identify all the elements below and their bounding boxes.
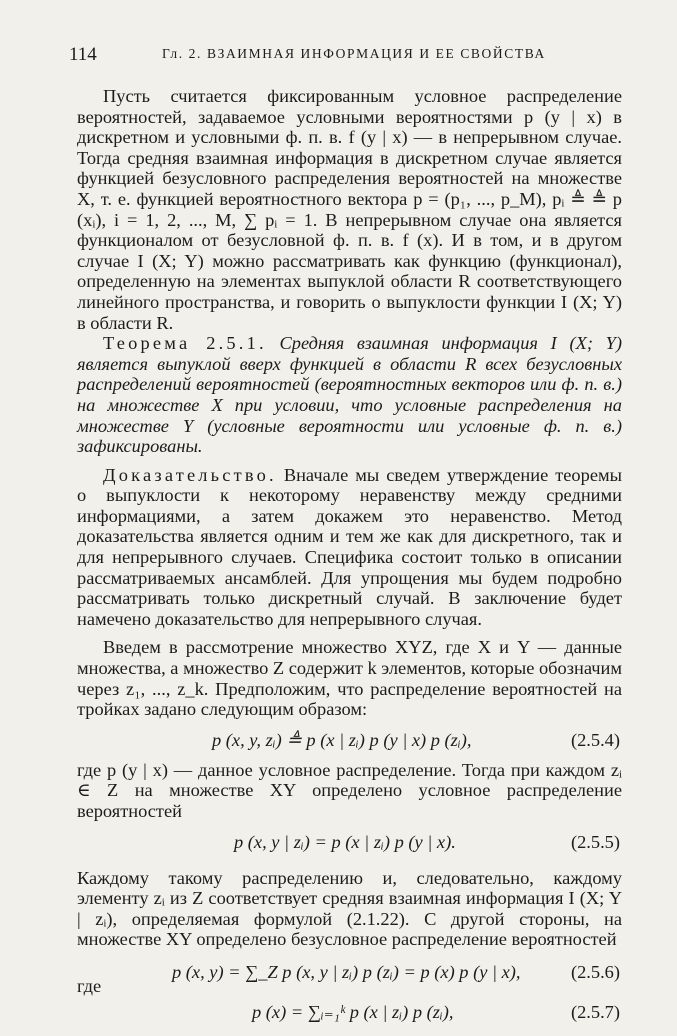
page-body [77, 86, 622, 1036]
equation-2-5-4 [77, 726, 622, 756]
paragraph-mutual-info: Каждому такому распределению и, следовательно, каждому элементу zᵢ из Z соответствует средняя взаимная информация I (X; Y | zᵢ), определяемая формулой (2.1.22). С другой стороны, на множестве XY определено безусловное распределение вероятностей [77, 867, 622, 950]
theorem-2-5-1 [77, 333, 622, 457]
equation-formula: p (x) = ∑ᵢ₌₁ᵏ p (x | zᵢ) p (zᵢ), [252, 1001, 454, 1022]
proof-label: Доказательство. [103, 464, 277, 485]
equation-number: (2.5.7) [570, 1001, 620, 1022]
proof-paragraph [77, 465, 622, 630]
equation-2-5-6 [77, 958, 622, 992]
equation-number: (2.5.6) [570, 961, 620, 982]
equation-formula: p (x, y) = ∑_Z p (x, y | zᵢ) p (zᵢ) = p (x) p (y | x), [172, 961, 521, 982]
where-label: где [77, 975, 102, 996]
running-head: Гл. 2. ВЗАИМНАЯ ИНФОРМАЦИЯ И ЕЕ СВОЙСТВА [162, 46, 546, 61]
paragraph-conditional: где p (y | x) — данное условное распределение. Тогда при каждом zᵢ ∈ Z на множестве XY определено условное распределение вероятностей [77, 759, 622, 821]
proof-text: Вначале мы сведем утверждение теоремы о выпуклости к некоторому неравенству между средними информациями, а затем докажем это неравенство. Метод доказательства является одним и тем же как для дискретного, так и для непрерывного случаев. Специфика состоит только в описании рассматриваемых ансамблей. Для упрощения мы будем подробно рассматривать только дискретный случай. В заключение будет намечено доказательство для непрерывного случая. [77, 464, 622, 629]
theorem-statement: Средняя взаимная информация I (X; Y) является выпуклой вверх функцией в области R всех безусловных распределений вероятностей (вероятностных векторов или ф. п. в.) на множестве X при условии, что условные распределения на множестве Y (условные вероятности или условные ф. п. в.) зафиксированы. [77, 333, 622, 457]
theorem-label: Теорема 2.5.1. [103, 333, 267, 354]
equation-number: (2.5.4) [570, 729, 620, 750]
equation-formula: p (x, y, zᵢ) ≜ p (x | zᵢ) p (y | x) p (zᵢ), [212, 729, 472, 750]
page-header [0, 44, 677, 68]
equation-2-5-5 [77, 828, 622, 858]
equation-number: (2.5.5) [570, 831, 620, 852]
paragraph-xyz: Введем в рассмотрение множество XYZ, где X и Y — данные множества, а множество Z содержит k элементов, которые обозначим через z₁, ..., z_k. Предположим, что распределение вероятностей на тройках задано следующим образом: [77, 637, 622, 720]
equation-formula: p (x, y | zᵢ) = p (x | zᵢ) p (y | x). [234, 831, 456, 852]
page-number: 114 [69, 44, 97, 65]
equation-2-5-7 [77, 975, 622, 1036]
paragraph-intro: Пусть считается фиксированным условное распределение вероятностей, задаваемое условными вероятностями p (y | x) в дискретном и условными ф. п. в. f (y | x) — в непрерывном случае. Тогда средняя взаимная информация в дискретном случае является функцией безусловного распределения вероятностей на множестве X, т. е. функцией вероятностного вектора p = (p₁, ..., p_M), pᵢ ≜ ≜ p (xᵢ), i = 1, 2, ..., M, ∑ pᵢ = 1. В непрерывном случае она является функционалом от безусловной ф. п. в. f (x). И в том, и в другом случае I (X; Y) можно рассматривать как функцию (функционал), определенную на элементах выпуклой области R соответствующего линейного пространства, и говорить о выпуклости функции I (X; Y) в области R. [77, 86, 622, 333]
